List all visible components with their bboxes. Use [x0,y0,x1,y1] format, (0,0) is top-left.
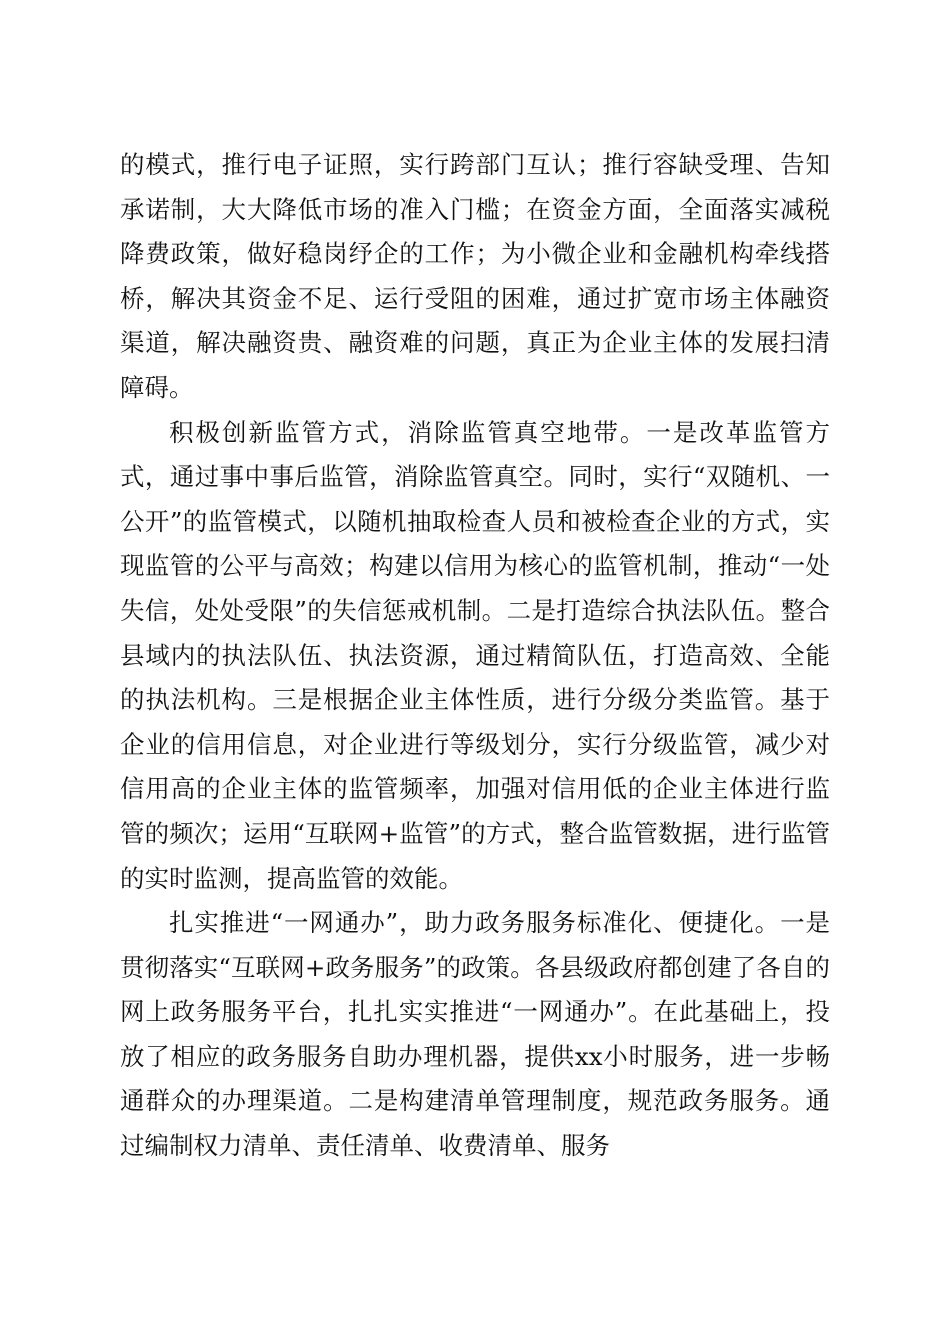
paragraph-supervision-innovation: 积极创新监管方式，消除监管真空地带。一是改革监管方式，通过事中事后监管，消除监管真空。同时，实行“双随机、一公开”的监管模式，以随机抽取检查人员和被检查企业的方式，实现监管的公平与高效；构建以信用为核心的监管机制，推动“一处失信，处处受限”的失信惩戒机制。二是打造综合执法队伍。整合县域内的执法队伍、执法资源，通过精简队伍，打造高效、全能的执法机构。三是根据企业主体性质，进行分级分类监管。基于企业的信用信息，对企业进行等级划分，实行分级监管，减少对信用高的企业主体的监管频率，加强对信用低的企业主体进行监管的频次；运用“互联网+监管”的方式，整合监管数据，进行监管的实时监测，提高监管的效能。 [120,417,830,893]
document-body [120,143,830,1169]
paragraph-continuation: 的模式，推行电子证照，实行跨部门互认；推行容缺受理、告知承诺制，大大降低市场的准入门槛；在资金方面，全面落实减税降费政策，做好稳岗纾企的工作；为小微企业和金融机构牵线搭桥，解决其资金不足、运行受阻的困难，通过扩宽市场主体融资渠道，解决融资贵、融资难的问题，真正为企业主体的发展扫清障碍。 [120,150,830,402]
paragraph-one-network-service: 扎实推进“一网通办”，助力政务服务标准化、便捷化。一是贯彻落实“互联网+政务服务”的政策。各县级政府都创建了各自的网上政务服务平台，扎扎实实推进“一网通办”。在此基础上，投放了相应的政务服务自助办理机器，提供xx小时服务，进一步畅通群众的办理渠道。二是构建清单管理制度，规范政务服务。通过编制权力清单、责任清单、收费清单、服务 [120,908,830,1161]
